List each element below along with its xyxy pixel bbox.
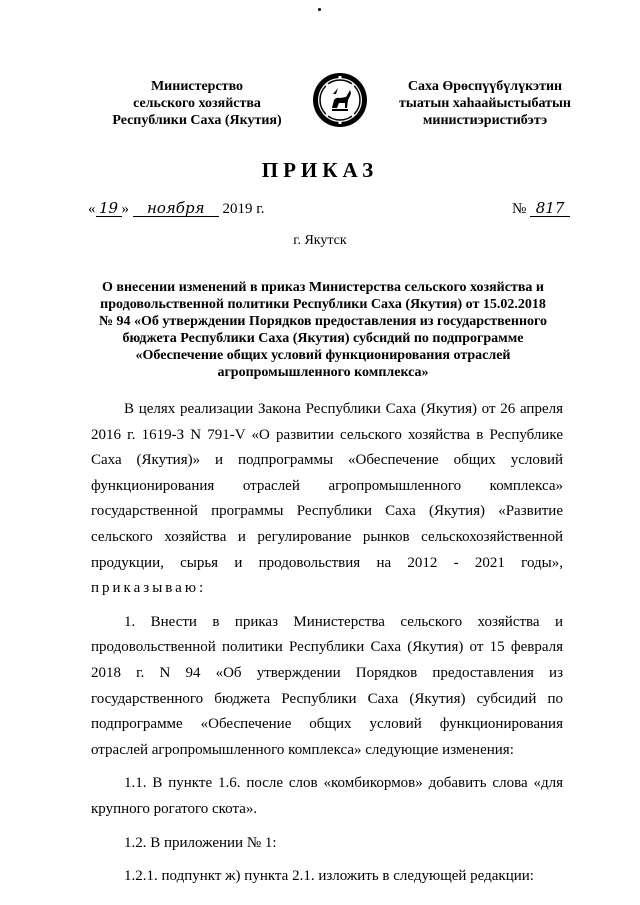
header-right-line: тыатын хаһаайыстыбатын bbox=[399, 96, 571, 111]
header-ministry-russian bbox=[82, 78, 312, 129]
date-year: 2019 г. bbox=[222, 201, 265, 217]
date-day: 19 bbox=[96, 201, 122, 217]
coat-of-arms-icon bbox=[312, 72, 368, 128]
header-left-line: Республики Саха (Якутия) bbox=[112, 113, 282, 128]
item-1-1: 1.1. В пункте 1.6. после слов «комбикормов» добавить слова «для крупного рогатого скота». bbox=[91, 775, 563, 817]
header-right-line: Саха Өрөспүүбүлүкэтин bbox=[407, 79, 563, 94]
header-ministry-yakut bbox=[365, 78, 605, 129]
item-1-2-1: 1.2.1. подпункт ж) пункта 2.1. изложить в следующей редакции: bbox=[124, 868, 534, 885]
header-left-line: Министерство bbox=[150, 79, 244, 94]
date-month: ноября bbox=[133, 201, 219, 217]
preamble-text: В целях реализации Закона Республики Саха (Якутия) от 26 апреля 2016 г. 1619-З N 791-V «О развитии сельского хозяйства в Республике Саха (Якутия)» и подпрограммы «Обеспечение общих условий функционирования отраслей агропромышленного комплекса» государственной программы Республики Саха (Якутия) «Развитие сельского хозяйства и регулирование рынков сельскохозяйственной продукции, сырья и продовольствия на 2012 - 2021 годы», bbox=[91, 401, 563, 571]
date-open-quote: « bbox=[88, 201, 96, 217]
order-number bbox=[512, 201, 570, 218]
header-right-line: министиэристибэтэ bbox=[422, 113, 548, 128]
date-close-quote: » bbox=[121, 201, 129, 217]
scan-dot bbox=[318, 8, 321, 11]
item-1: 1. Внести в приказ Министерства сельского хозяйства и продовольственной политики Республики Саха (Якутия) от 15 февраля 2018 г. N 94 «Об утверждении Порядков предоставления из государственного бюджета Республики Саха (Якутия) субсидий по подпрограмме «Обеспечение общих условий функционирования отраслей агропромышленного комплекса» следующие изменения: bbox=[91, 613, 563, 758]
city: г. Якутск bbox=[293, 233, 347, 248]
document-title: ПРИКАЗ bbox=[261, 158, 379, 182]
number-label: № bbox=[512, 201, 527, 217]
item-1-2: 1.2. В приложении № 1: bbox=[124, 834, 277, 851]
header-left-line: сельского хозяйства bbox=[133, 96, 261, 111]
order-word: приказываю: bbox=[91, 580, 207, 597]
order-body bbox=[91, 397, 563, 890]
order-subject: О внесении изменений в приказ Министерства сельского хозяйства и продовольственной политики Республики Саха (Якутия) от 15.02.2018 № 94 «Об утверждении Порядков предоставления из государственного бюджета Республики Саха (Якутия) субсидий по подпрограмме «Обеспечение общих условий функционирования отраслей агропромышленного комплекса» bbox=[98, 280, 548, 380]
order-date bbox=[88, 201, 264, 218]
preamble-paragraph bbox=[91, 397, 563, 602]
number-value: 817 bbox=[530, 201, 570, 217]
